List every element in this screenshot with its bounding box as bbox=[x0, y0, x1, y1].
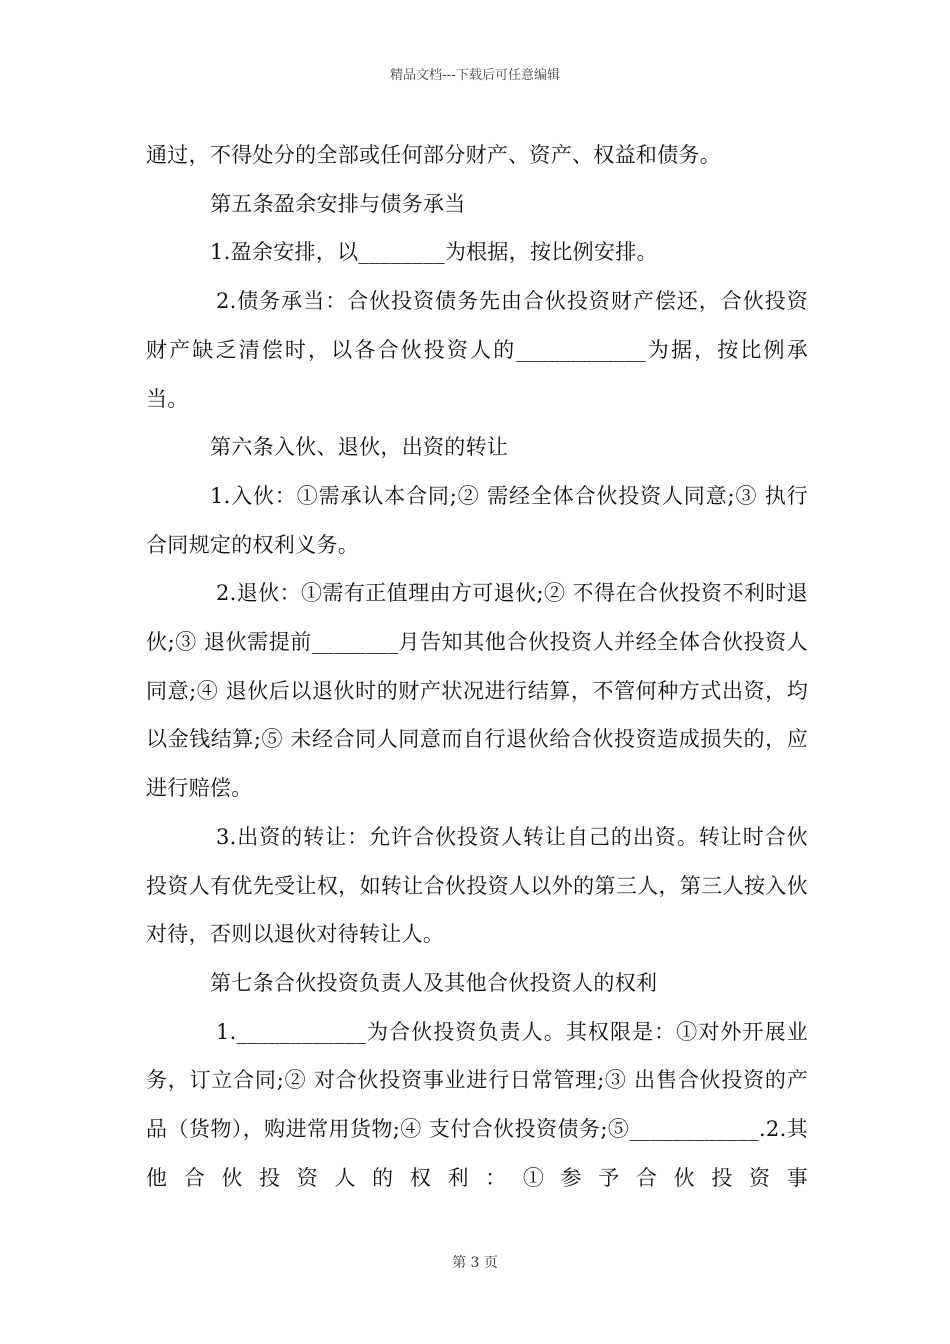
paragraph: 1.____________为合伙投资负责人。其权限是：①对外开展业务，订立合同;② 对合伙投资事业进行日常管理;③ 出售合伙投资的产品（货物），购进常用货物;④ 支付合伙投资债务;⑤____________.2.其他合伙投资人的权利：①参予合伙投资事 bbox=[146, 1019, 808, 1190]
paragraph: 通过，不得处分的全部或任何部分财产、资产、权益和债务。 bbox=[146, 143, 722, 167]
paragraph: 1.入伙：①需承认本合同;② 需经全体合伙投资人同意;③ 执行合同规定的权利义务。 bbox=[146, 483, 808, 557]
document-body bbox=[146, 131, 808, 1202]
section-heading: 第六条入伙、退伙，出资的转让 bbox=[210, 435, 509, 460]
paragraph: 1.盈余安排，以________为根据，按比例安排。 bbox=[210, 240, 658, 265]
section-heading: 第五条盈余安排与债务承当 bbox=[210, 191, 466, 216]
paragraph: 2.退伙：①需有正值理由方可退伙;② 不得在合伙投资不利时退伙;③ 退伙需提前________月告知其他合伙投资人并经全体合伙投资人同意;④ 退伙后以退伙时的财产状况进行结算，不管何种方式出资，均以金钱结算;⑤ 未经合同人同意而自行退伙给合伙投资造成损失的，应进行赔偿。 bbox=[146, 581, 808, 801]
page-number: 第 3 页 bbox=[452, 1255, 498, 1271]
section-heading: 第七条合伙投资负责人及其他合伙投资人的权利 bbox=[210, 970, 658, 995]
paragraph: 2.债务承当：合伙投资债务先由合伙投资财产偿还，合伙投资财产缺乏清偿时，以各合伙投资人的____________为据，按比例承当。 bbox=[146, 289, 808, 411]
page-header: 精品文档---下载后可任意编辑 bbox=[389, 68, 561, 83]
paragraph: 3.出资的转让：允许合伙投资人转让自己的出资。转让时合伙投资人有优先受让权，如转让合伙投资人以外的第三人，第三人按入伙对待，否则以退伙对待转让人。 bbox=[146, 824, 808, 947]
